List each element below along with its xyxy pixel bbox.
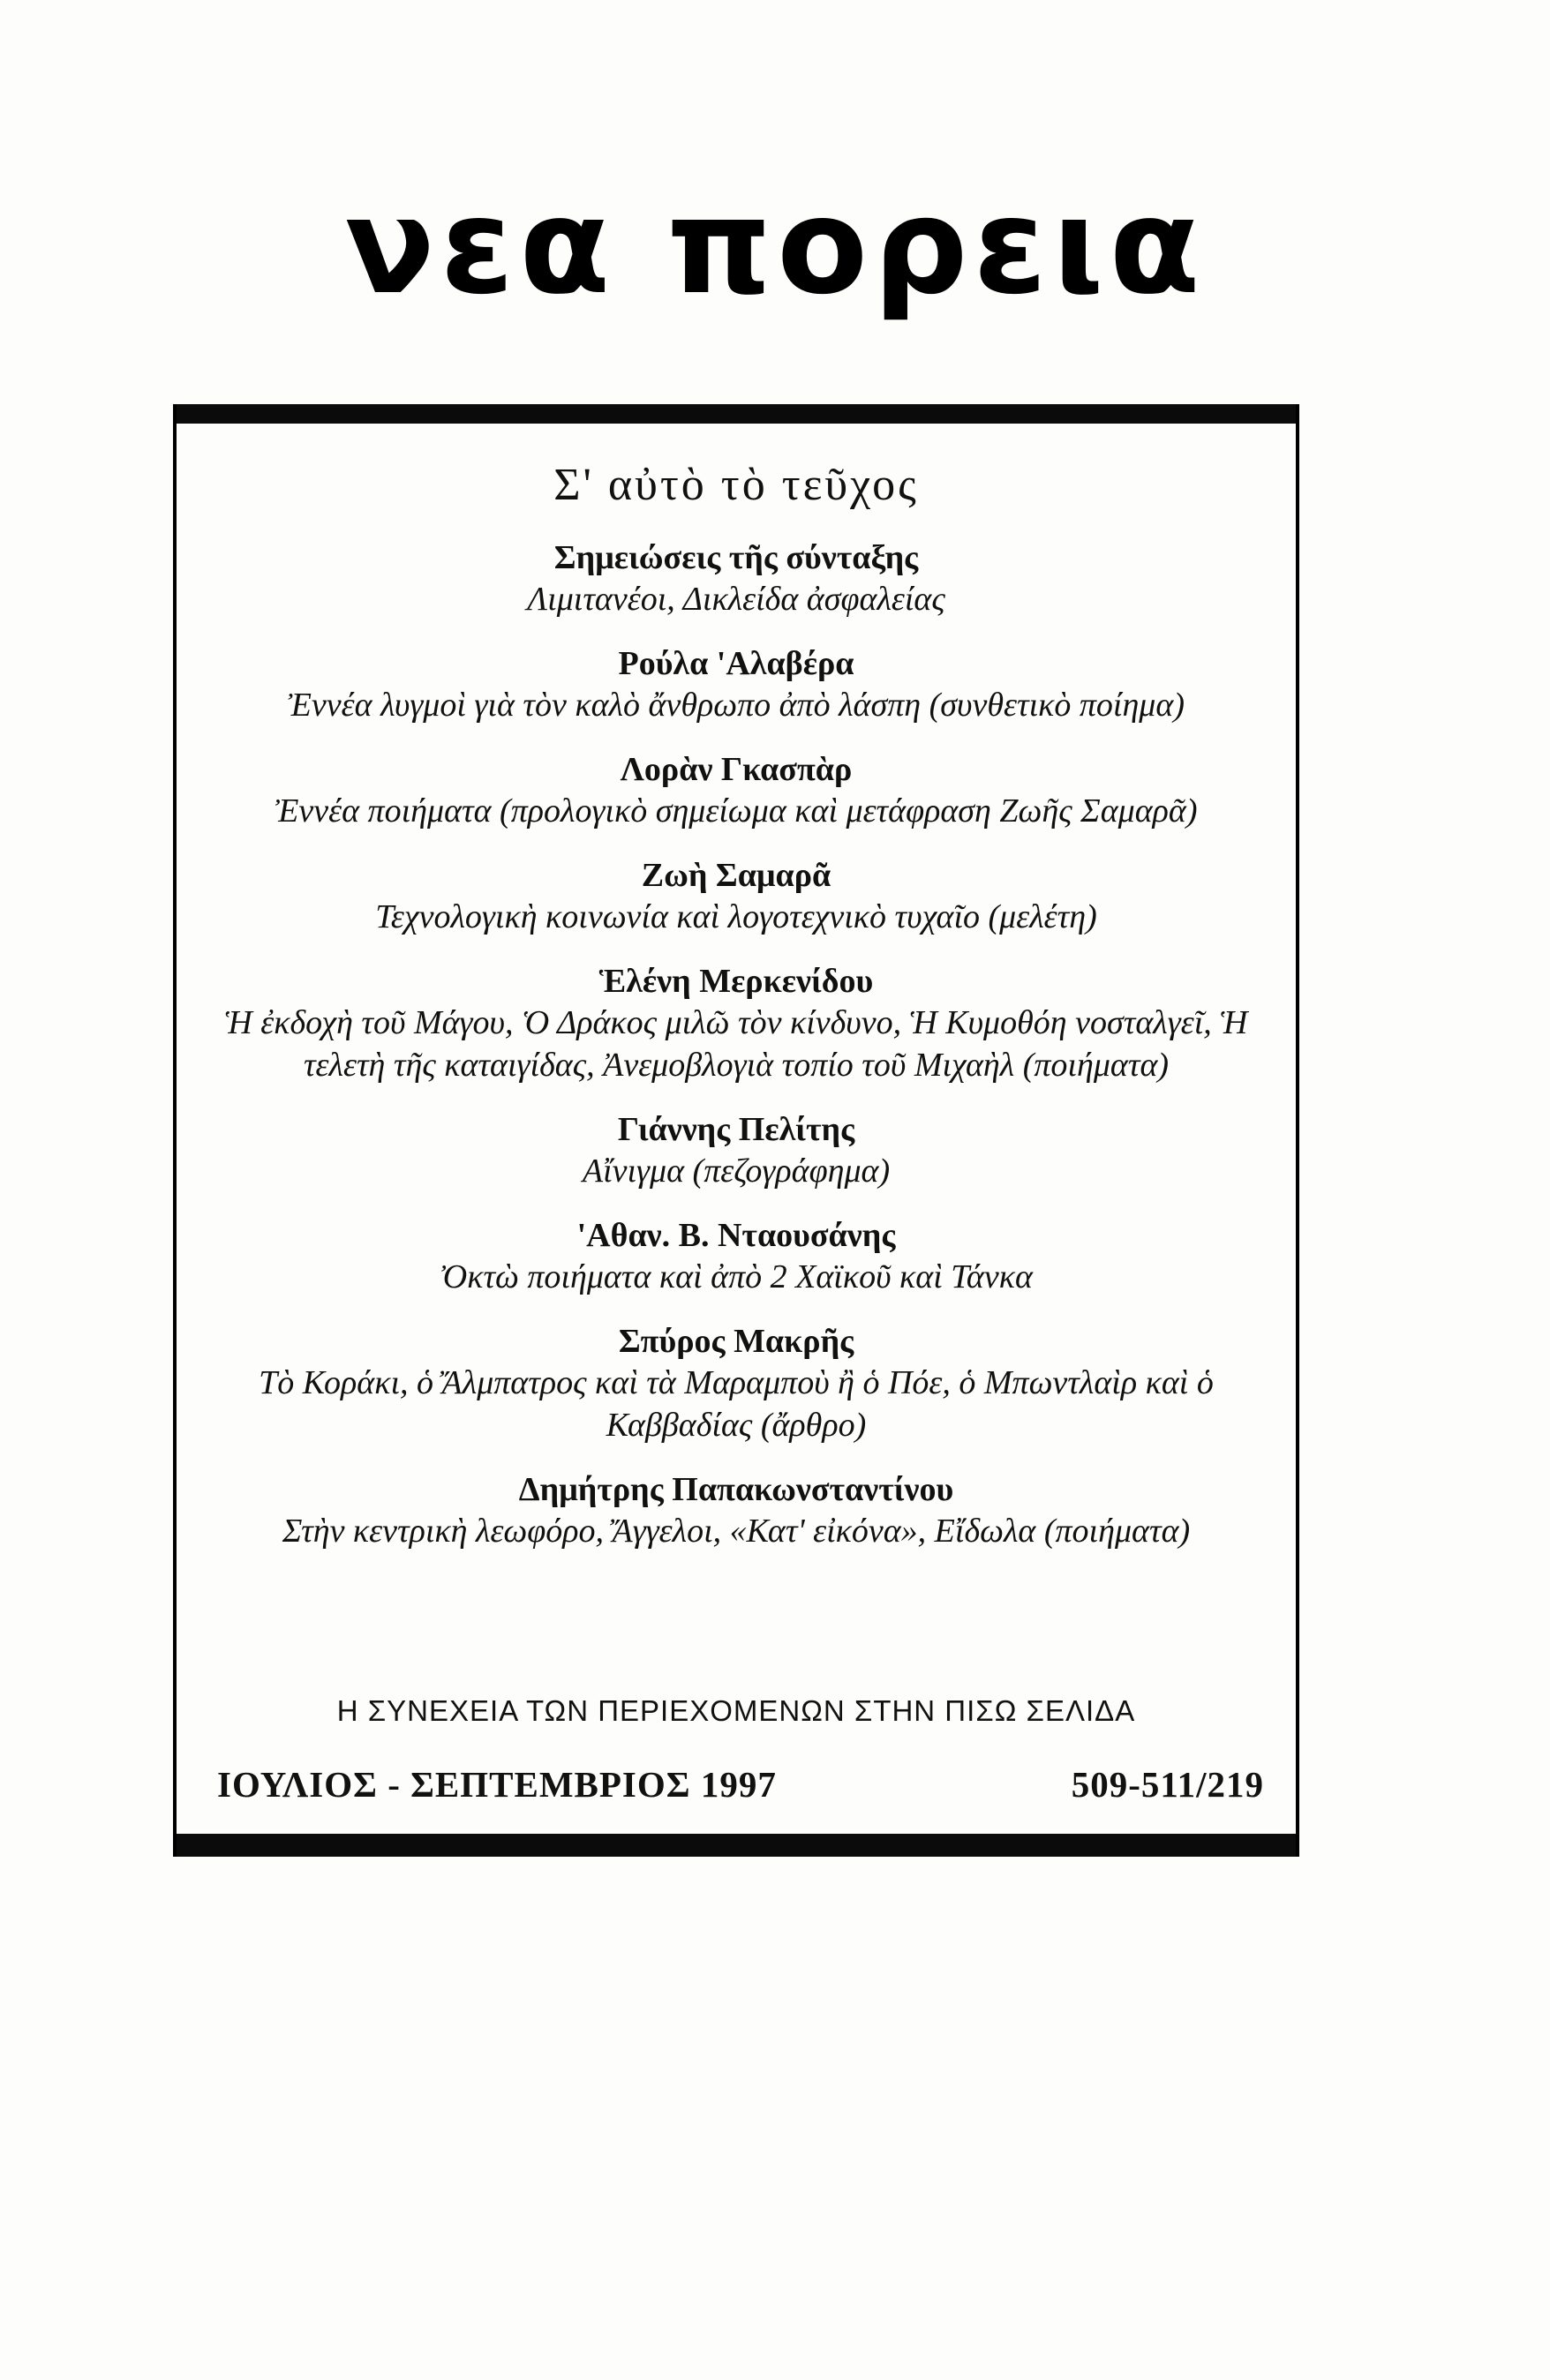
toc-entry [212,1109,1260,1192]
entry-author: Δημήτρης Παπακωνσταντίνου [518,1471,954,1508]
issue-number: 509-511/219 [1071,1764,1264,1805]
entry-work: Ἐννέα ποιήματα (προλογικὸ σημείωμα καὶ μετάφραση Ζωῆς Σαμαρᾶ) [275,792,1198,830]
toc-entry [212,961,1260,1086]
entry-work: Τὸ Κοράκι, ὁ Ἄλμπατρος καὶ τὰ Μαραμποὺ ἢ ὁ Πόε, ὁ Μπωντλαὶρ καὶ ὁ Καββαδίας (ἄρθρο) [259,1364,1214,1444]
entry-work: Λιμιτανέοι, Δικλείδα ἀσφαλείας [527,581,945,618]
entry-author: Σημειώσεις τῆς σύνταξης [553,539,919,576]
continuation-note: Η ΣΥΝΕΧΕΙΑ ΤΩΝ ΠΕΡΙΕΧΟΜΕΝΩΝ ΣΤΗΝ ΠΙΣΩ ΣΕΛΙΔΑ [336,1694,1136,1727]
toc-entry [212,1215,1260,1298]
entry-work: Ἐννέα λυγμοὶ γιὰ τὸν καλὸ ἄνθρωπο ἀπὸ λάσπη (συνθετικὸ ποίημα) [288,687,1185,724]
entry-work: Ὀκτὼ ποιήματα καὶ ἀπὸ 2 Χαϊκοῦ καὶ Τάνκα [440,1258,1033,1295]
entry-author: Ρούλα 'Αλαβέρα [618,645,854,682]
entry-author: 'Αθαν. Β. Νταουσάνης [576,1217,896,1254]
entry-author: Γιάννης Πελίτης [617,1111,855,1148]
entry-work: Στὴν κεντρικὴ λεωφόρο, Ἄγγελοι, «Κατ' εἰκόνα», Εἴδωλα (ποιήματα) [282,1513,1191,1550]
entry-work: Τεχνολογικὴ κοινωνία καὶ λογοτεχνικὸ τυχαῖο (μελέτη) [375,898,1097,935]
entry-author: Σπύρος Μακρῆς [618,1323,854,1360]
entry-work: Αἴνιγμα (πεζογράφημα) [582,1152,891,1190]
toc-content [212,459,1260,1575]
issue-date: ΙΟΥΛΙΟΣ - ΣΕΠΤΕΜΒΡΙΟΣ 1997 [217,1764,777,1805]
toc-entry [212,855,1260,938]
toc-heading: Σ' αὐτὸ τὸ τεῦχος [553,460,919,510]
toc-entry [212,749,1260,832]
issue-info [217,1763,1264,1806]
toc-entry [212,1469,1260,1552]
entry-author: Λορὰν Γκασπὰρ [620,751,853,788]
entry-work: Ἡ ἐκδοχὴ τοῦ Μάγου, Ὁ Δράκος μιλῶ τὸν κίνδυνο, Ἡ Κυμοθόη νοσταλγεῖ, Ἡ τελετὴ τῆς καταιγίδας, Ἀνεμοβλογιὰ τοπίο τοῦ Μιχαὴλ (ποιήματα) [224,1004,1248,1084]
top-rule [177,404,1296,424]
entry-author: Ζωὴ Σαμαρᾶ [641,857,831,894]
toc-entry [212,643,1260,726]
magazine-title: νεα πορεια [344,170,1206,324]
entry-author: Ἑλένη Μερκενίδου [598,963,874,1000]
toc-entry [212,1321,1260,1446]
toc-entry [212,537,1260,620]
table-of-contents [173,404,1299,1857]
bottom-rule [177,1834,1296,1857]
